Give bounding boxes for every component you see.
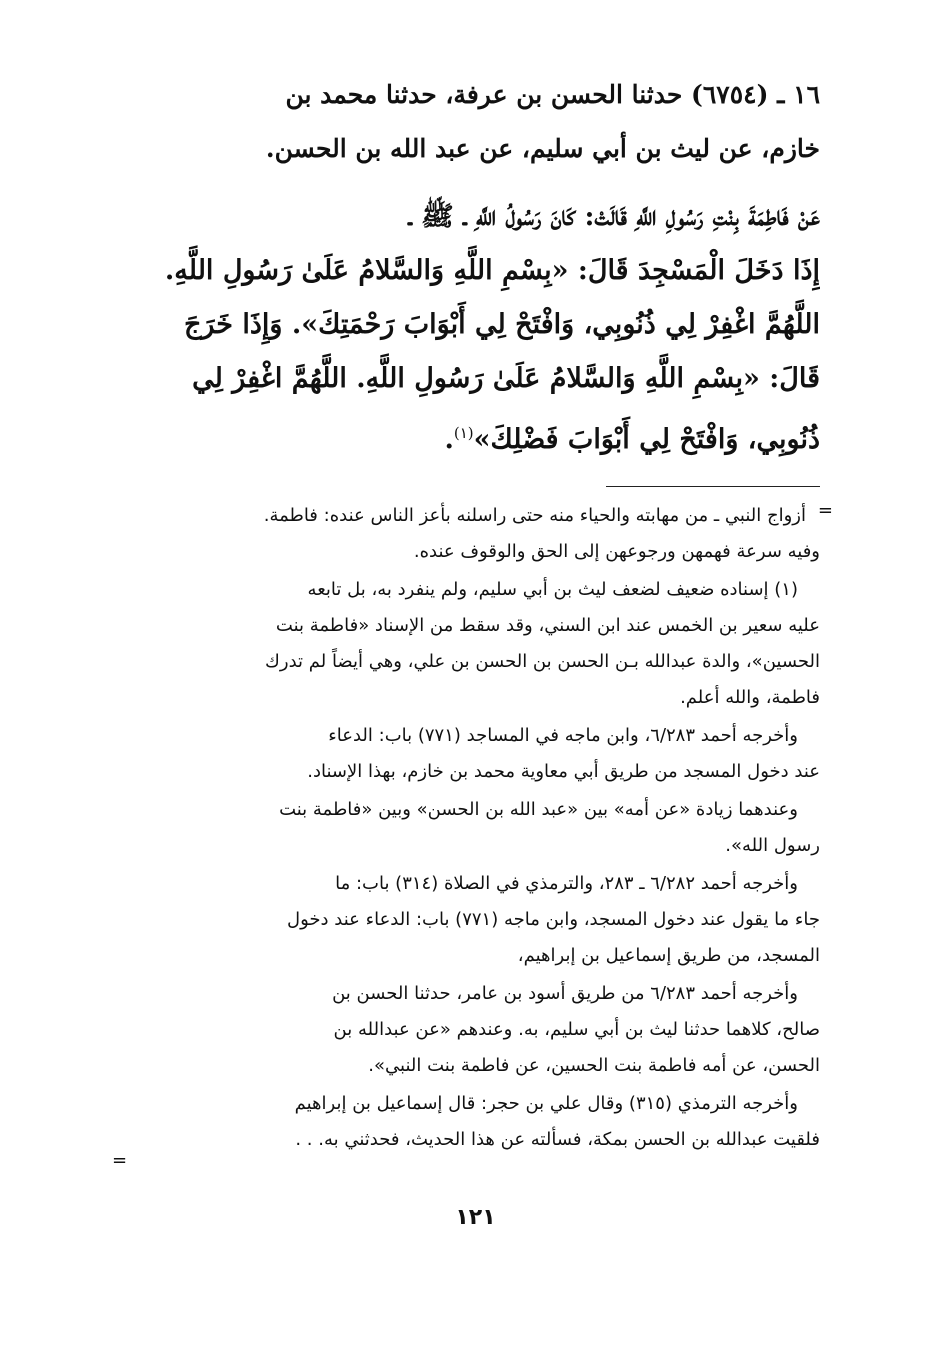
hadith-text [96, 68, 820, 467]
footnote-3-line-1: وعندهما زيادة «عن أمه» بين «عبد الله بن الحسن» وبين «فاطمة بنت [279, 799, 798, 820]
footnote-3-line-2: رسول الله». [725, 835, 820, 856]
continuation-end-mark: = [112, 1150, 128, 1171]
matn-line-4: قَالَ: «بِسْمِ اللَّهِ وَالسَّلامُ عَلَىٰ رَسُولِ اللَّهِ. اللَّهُمَّ اغْفِرْ لِي [192, 363, 820, 394]
footnote-1-line-4: فاطمة، والله أعلم. [680, 687, 820, 708]
footnote-4-line-3: المسجد، من طريق إسماعيل بن إبراهيم، [517, 945, 820, 966]
continuation-mark: = [817, 500, 833, 521]
matn-line-1: عَنْ فَاطِمَةَ بِنْتِ رَسُولِ اللَّهِ قَالَتْ: كَانَ رَسُولُ اللَّهِ ـ ﷺ ـ [408, 201, 820, 232]
footnote-4-line-2: جاء ما يقول عند دخول المسجد، وابن ماجه (٧٧١) باب: الدعاء عند دخول [287, 909, 820, 930]
footnote-6-line-1: وأخرجه الترمذي (٣١٥) وقال علي بن حجر: قال إسماعيل بن إبراهيم [294, 1093, 798, 1114]
footnote-5-line-2: صالح، كلاهما حدثنا ليث بن أبي سليم، به. وعندهم «عن عبدالله بن [333, 1019, 820, 1040]
footnote-reference: (١) [453, 424, 474, 442]
footnote-2-line-2: عند دخول المسجد من طريق أبي معاوية محمد بن خازم، بهذا الإسناد. [307, 761, 820, 782]
matn-line-5 [96, 406, 820, 467]
matn-line-2: إِذَا دَخَلَ الْمَسْجِدَ قَالَ: «بِسْمِ اللَّهِ وَالسَّلامُ عَلَىٰ رَسُولِ اللَّهِ. [164, 255, 820, 286]
matn-line-3: اللَّهُمَّ اغْفِرْ لِي ذُنُوبِي، وَافْتَحْ لِي أَبْوَابَ رَحْمَتِكَ». وَإِذَا خَرَجَ [183, 309, 820, 340]
footnote-1-line-3: الحسين»، والدة عبدالله بـن الحسن بن الحسن بن علي، وهي أيضاً لم تدرك [265, 651, 820, 672]
footnote-separator [606, 486, 820, 487]
page-number: ١٢١ [455, 1205, 496, 1230]
footnote-6-line-2: فلقيت عبدالله بن الحسن بمكة، فسألته عن هذا الحديث، فحدثني به. . . [295, 1129, 820, 1150]
isnad-line-1: ١٦ ـ (٦٧٥٤) حدثنا الحسن بن عرفة، حدثنا محمد بن [285, 80, 820, 109]
continuation-line-1: أزواج النبي ـ من مهابته والحياء منه حتى راسلنه بأعز الناس عنده: فاطمة. [263, 505, 806, 526]
footnote-2-line-1: وأخرجه أحمد ٦/٢٨٣، وابن ماجه في المساجد (٧٧١) باب: الدعاء [328, 725, 798, 746]
matn-end-mark: . [444, 424, 454, 455]
footnotes [96, 498, 820, 1158]
isnad-line-2: خازم، عن ليث بن أبي سليم، عن عبد الله بن الحسن. [265, 134, 820, 163]
matn-line-5-text: ذُنُوبِي، وَافْتَحْ لِي أَبْوَابَ فَضْلِكَ» [473, 424, 820, 455]
continuation-line-2: وفيه سرعة فهمهن ورجوعهن إلى الحق والوقوف عنده. [413, 541, 820, 562]
footnote-1-line-2: عليه سعير بن الخمس عند ابن السني، وقد سقط من الإسناد «فاطمة بنت [275, 615, 820, 636]
footnote-1-line-1: (١) إسناده ضعيف لضعف ليث بن أبي سليم، ولم ينفرد به، بل تابعه [307, 579, 798, 600]
footnote-5-line-1: وأخرجه أحمد ٦/٢٨٣ من طريق أسود بن عامر، حدثنا الحسن بن [332, 983, 798, 1004]
footnote-4-line-1: وأخرجه أحمد ٦/٢٨٢ ـ ٢٨٣، والترمذي في الصلاة (٣١٤) باب: ما [335, 873, 798, 894]
footnote-5-line-3: الحسن، عن أمه فاطمة بنت الحسين، عن فاطمة بنت النبي». [368, 1055, 820, 1076]
